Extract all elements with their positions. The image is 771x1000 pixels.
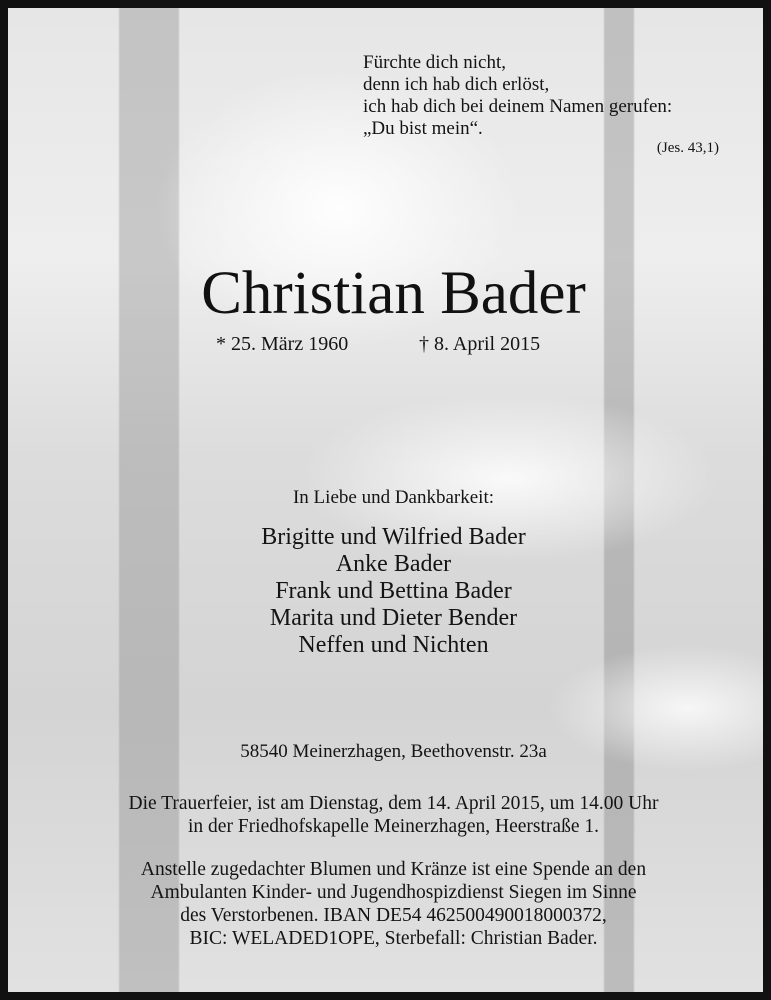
mourner: Marita und Dieter Bender [269,605,518,631]
bible-verse [363,52,672,140]
mourner: Anke Bader [335,551,452,577]
mourner: Neffen und Nichten [298,632,489,658]
mourners-list [8,524,771,659]
verse-line: denn ich hab dich erlöst, [363,74,550,95]
verse-line: ich hab dich bei deinem Namen gerufen: [363,96,673,117]
verse-line: „Du bist mein“. [363,118,483,139]
birth-date: * 25. März 1960 [216,333,349,355]
funeral-line: Die Trauerfeier, ist am Dienstag, dem 14. April 2015, um 14.00 Uhr [128,793,659,814]
mourners-intro: In Liebe und Dankbarkeit: [292,487,494,508]
mourner: Brigitte und Wilfried Bader [261,524,526,550]
funeral-info [8,792,771,838]
donation-line: Anstelle zugedachter Blumen und Kränze ist eine Spende an den [140,859,647,880]
donation-line: BIC: WELADED1OPE, Sterbefall: Christian Bader. [189,928,598,949]
address: 58540 Meinerzhagen, Beethovenstr. 23a [240,741,547,762]
donation-info [8,858,771,950]
verse-line: Fürchte dich nicht, [363,52,506,73]
verse-citation: (Jes. 43,1) [656,140,719,156]
donation-line: des Verstorbenen. IBAN DE54 462500490018000372, [180,905,607,926]
funeral-line: in der Friedhofskapelle Meinerzhagen, Heerstraße 1. [188,816,599,837]
death-date: † 8. April 2015 [419,333,541,355]
deceased-name: Christian Bader [201,260,586,327]
donation-line: Ambulanten Kinder- und Jugendhospizdienst Siegen im Sinne [150,882,637,903]
mourner: Frank und Bettina Bader [275,578,512,604]
